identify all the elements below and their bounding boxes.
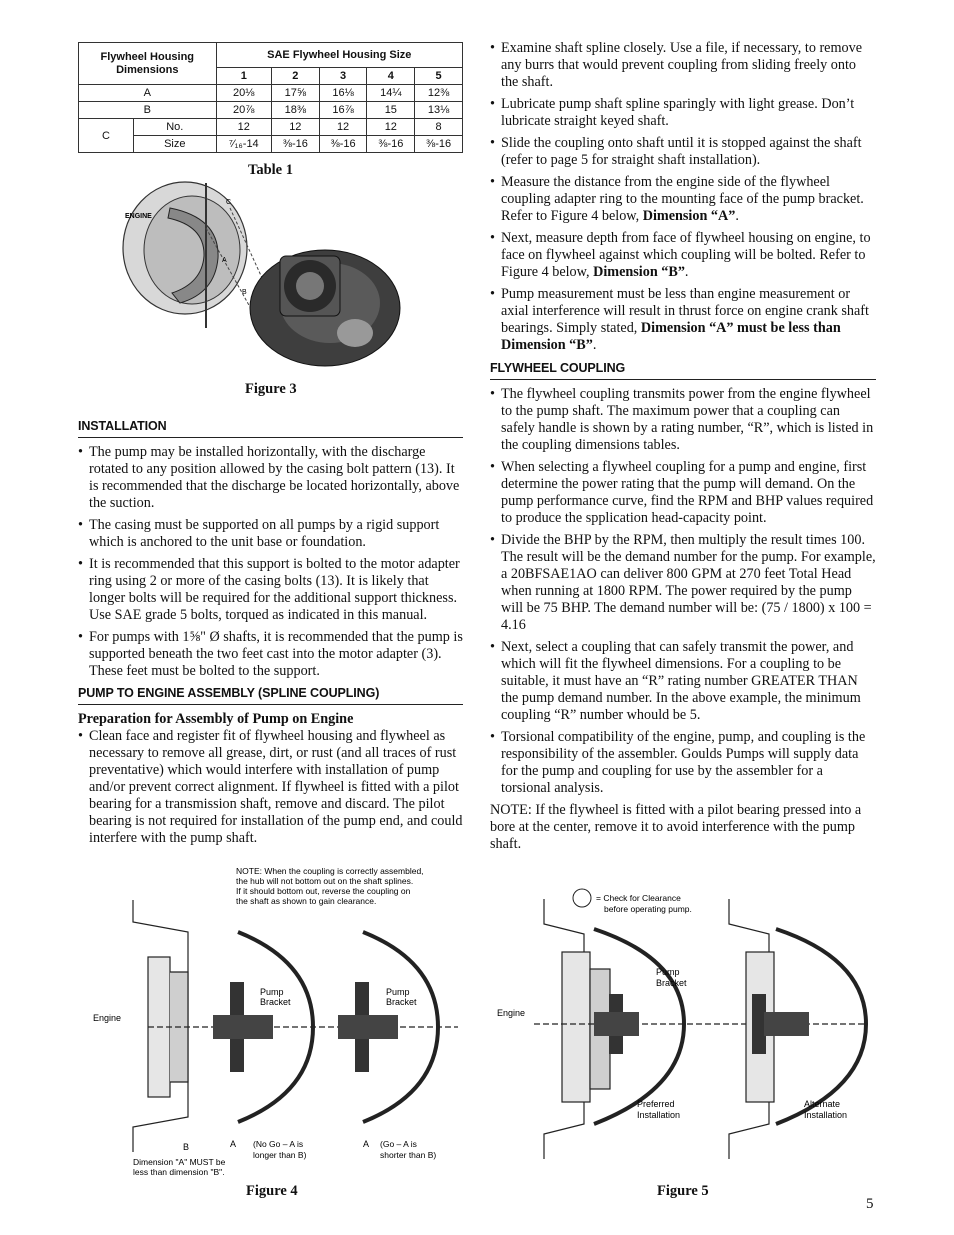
figure4-a-label: A [230,1139,237,1149]
table-cell: 12 [216,119,271,136]
figure5-preferred-label: Installation [637,1110,681,1120]
figure4-note-line: the hub will not bottom out on the shaft splines. [236,876,414,886]
table-group-header: SAE Flywheel Housing Size [216,43,462,68]
table-cell: 12 [367,119,415,136]
figure4-bracket-label: Pump [386,987,410,997]
table-row [79,119,463,136]
figure-3-caption: Figure 3 [245,381,297,397]
figure4-go-text: shorter than B) [380,1150,437,1160]
table-row-label: A [79,85,217,102]
table-cell: 12 [319,119,367,136]
figure-4-caption: Figure 4 [246,1183,298,1199]
page-number: 5 [866,1196,874,1212]
table-header-cell: 3 [319,68,367,85]
figure5-alternate-label: Alternate [804,1099,841,1109]
figure4-b-label: B [183,1142,190,1152]
list-item: • When selecting a flywheel coupling for a pump and engine, first determine the power rating that the pump will demand. On the pump performance curve, find the RPM and BHP values required to produce the spplication head-capacity point. [490,459,876,527]
table-header-cell: 4 [367,68,415,85]
figure4-note-line: the shaft as shown to gain clearance. [236,896,377,906]
figure-4-diagram [88,862,473,1177]
table-cell: 16⅛ [319,85,367,102]
figure4-go-text: (Go – A is [380,1139,417,1149]
table-row-sublabel: No. [134,119,217,136]
table-caption: Table 1 [248,162,293,178]
figure4-bracket-label: Bracket [260,997,291,1007]
list-item: • Examine shaft spline closely. Use a file, if necessary, to remove any burrs that would prevent coupling from sliding freely onto the shaft. [490,40,876,91]
figure-3-illustration [110,178,410,378]
list-item: • Pump measurement must be less than engine measurement or axial interference will result in thrust force on engine crank shaft bearings. Simply stated, Dimension “A” must be less than Dimension “B”. [490,286,876,354]
table-row [79,136,463,153]
table-cell: 20⅛ [216,85,271,102]
flywheel-note: NOTE: If the flywheel is fitted with a pilot bearing pressed into a bore at the center, remove it to avoid interference with the pump shaft. [490,802,862,852]
table-row-sublabel: Size [134,136,217,153]
table-cell: 17⅝ [271,85,319,102]
table-cell: 8 [415,119,463,136]
list-item: • Slide the coupling onto shaft until it is stopped against the shaft (refer to page 5 for straight shaft installation). [490,135,876,169]
list-item: • Measure the distance from the engine side of the flywheel coupling adapter ring to the mounting face of the pump bracket. Refer to Figure 4 below, Dimension “A”. [490,174,876,225]
table-cell: 15 [367,102,415,119]
figure3-engine-label: ENGINE [125,213,152,220]
figure5-alternate-label: Installation [804,1110,848,1120]
figure5-preferred-label: Preferred [637,1099,675,1109]
table-header-cell: 5 [415,68,463,85]
flywheel-heading: FLYWHEEL COUPLING [490,360,876,380]
table-row [79,85,463,102]
table-cell: 12 [271,119,319,136]
table-header-cell: 1 [216,68,271,85]
figure4-bracket-label: Pump [260,987,284,997]
list-item: • The flywheel coupling transmits power from the engine flywheel to the pump shaft. The maximum power that a coupling can safely handle is shown by a rating number, “R”, which is listed in the coupling dimensions tables. [490,386,876,454]
list-item: • Torsional compatibility of the engine, pump, and coupling is the responsibility of the assembler. Goulds Pumps will supply data for the pump and coupling for use by the assembler for a torsional analysis. [490,729,876,797]
figure4-a-label: A [363,1139,370,1149]
figure5-engine-label: Engine [497,1008,526,1018]
table-cell: 13⅛ [415,102,463,119]
figure-5-diagram [494,884,874,1174]
assembly-subheading: Preparation for Assembly of Pump on Engine [78,711,354,727]
list-item: • For pumps with 1⅝" Ø shafts, it is recommended that the pump is supported beneath the two feet cast into the motor adapter (3). These feet must be bolted to the support. [78,629,463,680]
flywheel-housing-table [78,42,463,153]
table-cell: ⅜-16 [367,136,415,153]
figure4-dimension-note: less than dimension "B". [133,1167,225,1177]
table-cell: 12⅜ [415,85,463,102]
figure3-dim-label: B [242,289,247,296]
table-cell: 20⅞ [216,102,271,119]
figure4-note-line: If it should bottom out, reverse the coupling on [236,886,411,896]
list-item: • The casing must be supported on all pumps by a rigid support which is anchored to the unit base or foundation. [78,517,463,551]
figure3-dim-label: A [222,257,227,264]
assembly-heading: PUMP TO ENGINE ASSEMBLY (SPLINE COUPLING) [78,685,463,705]
table-row-label: C [79,119,134,153]
left-column [78,412,463,852]
table-row [79,102,463,119]
table-cell: ⅜-16 [415,136,463,153]
preparation-list [490,40,876,354]
figure5-legend: before operating pump. [604,904,692,914]
list-item: • Next, measure depth from face of flywheel housing on engine, to face on flywheel against which coupling will be bolted. Refer to Figure 4 below, Dimension “B”. [490,230,876,281]
figure5-legend: = Check for Clearance [596,893,681,903]
list-item: • Clean face and register fit of flywheel housing and flywheel as necessary to remove all grease, dirt, or rust (and all traces of rust preventative) which would interfere with installation of pump and/or prevent correct alignment. If flywheel is fitted with a pilot bearing for a transmission shaft, remove and discard. The pilot bearing is not required for installation of the pump end, and could interfere with the pump shaft. [78,728,463,847]
table-cell: ⅜-16 [271,136,319,153]
table-cell: ⁷⁄₁₆-14 [216,136,271,153]
figure4-note-line: NOTE: When the coupling is correctly assembled, [236,866,424,876]
table-cell: 18⅜ [271,102,319,119]
list-item: • Lubricate pump shaft spline sparingly with light grease. Don’t lubricate straight keyed shaft. [490,96,876,130]
figure4-engine-label: Engine [93,1013,122,1023]
table-cell: 14¼ [367,85,415,102]
right-column [490,40,876,853]
table-header-cell: 2 [271,68,319,85]
table-corner-header: Flywheel Housing Dimensions [79,43,217,85]
figure4-bracket-label: Bracket [386,997,417,1007]
figure5-bracket-label: Pump [656,967,680,977]
list-item: • It is recommended that this support is bolted to the motor adapter ring using 2 or more of the casing bolts (13). It is likely that longer bolts will be required for the additional support thickness. Use SAE grade 5 bolts, torqued as indicated in this manual. [78,556,463,624]
figure4-nogo-text: longer than B) [253,1150,307,1160]
list-item: • Next, select a coupling that can safely transmit the power, and which will fit the flywheel dimensions. For a coupling to be suitable, it must have an “R” rating number GREATER THAN the pump demand number. In the above example, the minimum coupling “R” number whould be 5. [490,639,876,724]
figure-5-caption: Figure 5 [657,1183,709,1199]
figure4-dimension-note: Dimension "A" MUST be [133,1157,226,1167]
figure4-nogo-text: (No Go – A is [253,1139,304,1149]
table-cell: 16⅞ [319,102,367,119]
table-cell: ⅜-16 [319,136,367,153]
assembly-list [78,728,463,847]
flywheel-list [490,386,876,797]
list-item: • The pump may be installed horizontally, with the discharge rotated to any position allowed by the casing bolt pattern (13). It is recommended that the discharge be located horizontally, above the suction. [78,444,463,512]
installation-list [78,444,463,680]
figure3-dim-label: C [226,199,232,206]
list-item: • Divide the BHP by the RPM, then multiply the result times 100. The result will be the demand number for the pump. For example, a 20BFSAE1AO can deliver 800 GPM at 270 feet Total Head when running at 1800 RPM. The power required by the pump will be 75 BHP. The demand number will be: (75 / 1800) x 100 = 4.16 [490,532,876,634]
figure5-bracket-label: Bracket [656,978,687,988]
table-row-label: B [79,102,217,119]
installation-heading: INSTALLATION [78,418,463,438]
